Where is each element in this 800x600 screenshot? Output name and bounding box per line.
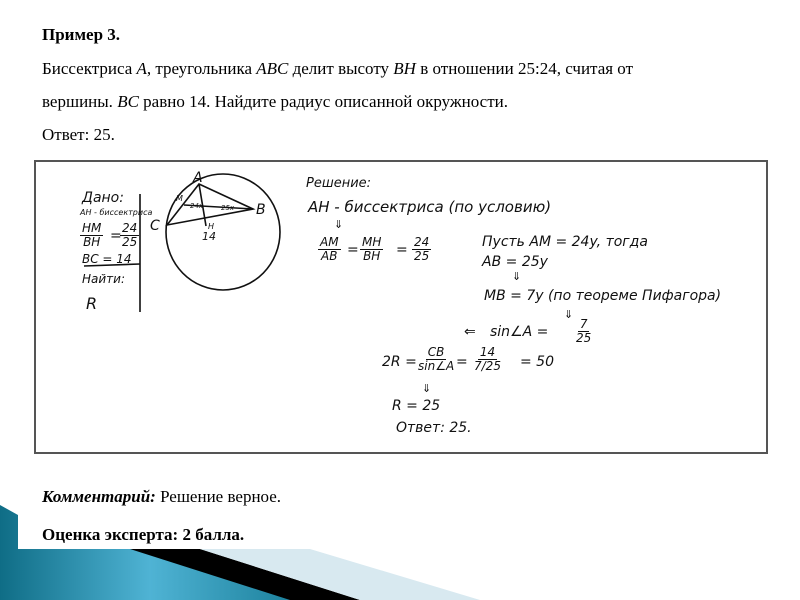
let-line-2: AB = 25y [482, 254, 548, 270]
frac-7-25: 7 25 [576, 317, 592, 345]
answer: Ответ: 25. [42, 125, 115, 144]
frac-cb-sin: CB sin∠A [418, 345, 455, 373]
bc-length: 14 [202, 230, 216, 243]
two-r: 2R = [382, 354, 417, 370]
expert-score: Оценка эксперта: 2 балла. [42, 525, 245, 544]
eq-50: = 50 [520, 354, 554, 370]
implies-icon: ⇓ [512, 270, 522, 283]
ratio-24-25b: 24 25 [414, 235, 430, 263]
eq: = [347, 242, 359, 258]
example-title: Пример 3. [42, 25, 121, 44]
find-label: Найти: [82, 272, 126, 286]
sin-a: sin∠A = [490, 324, 549, 340]
segment-25x: 25x [221, 204, 235, 212]
implies-icon: ⇓ [334, 218, 344, 231]
left-arrow-icon: ⇐ [464, 324, 476, 340]
point-b: B [256, 202, 266, 218]
given-bc: BC = 14 [82, 252, 132, 266]
solution-step-1: AH - биссектриса (по условию) [308, 198, 552, 216]
ratio-mh-bh: MH BH [362, 235, 382, 263]
comment: Комментарий: Решение верное. [42, 487, 282, 506]
eq: = [110, 228, 122, 244]
ratio-am-ab: AM AB [320, 235, 339, 263]
r-result: R = 25 [392, 398, 441, 414]
find-r: R [86, 294, 98, 313]
implies-icon: ⇓ [422, 382, 432, 395]
problem-line-1: Биссектриса A, треугольника ABC делит высоту BH в отношении 25:24, считая от [42, 59, 634, 78]
given-title: Дано: [82, 190, 124, 206]
handwritten-answer: Ответ: 25. [396, 420, 472, 436]
segment-24x: 24x [190, 202, 204, 210]
frac-14: 14 7/25 [474, 345, 501, 373]
solution-title: Решение: [306, 176, 372, 191]
point-m: M [176, 194, 183, 203]
given-line: AH - биссектриса [80, 208, 153, 217]
point-a: A [193, 170, 203, 186]
eq: = [456, 354, 468, 370]
point-c: C [150, 218, 160, 234]
mb-line: MB = 7y (по теореме Пифагора) [484, 288, 722, 304]
eq: = [396, 242, 408, 258]
ratio-hm-bh: HM BH [82, 221, 102, 249]
let-line-1: Пусть AM = 24y, тогда [482, 234, 648, 250]
implies-icon: ⇓ [564, 308, 574, 321]
problem-line-2: вершины. BC равно 14. Найдите радиус описанной окружности. [42, 92, 509, 111]
handwritten-solution [34, 160, 768, 454]
ratio-24-25: 24 25 [122, 221, 138, 249]
point-h: H [208, 222, 215, 231]
